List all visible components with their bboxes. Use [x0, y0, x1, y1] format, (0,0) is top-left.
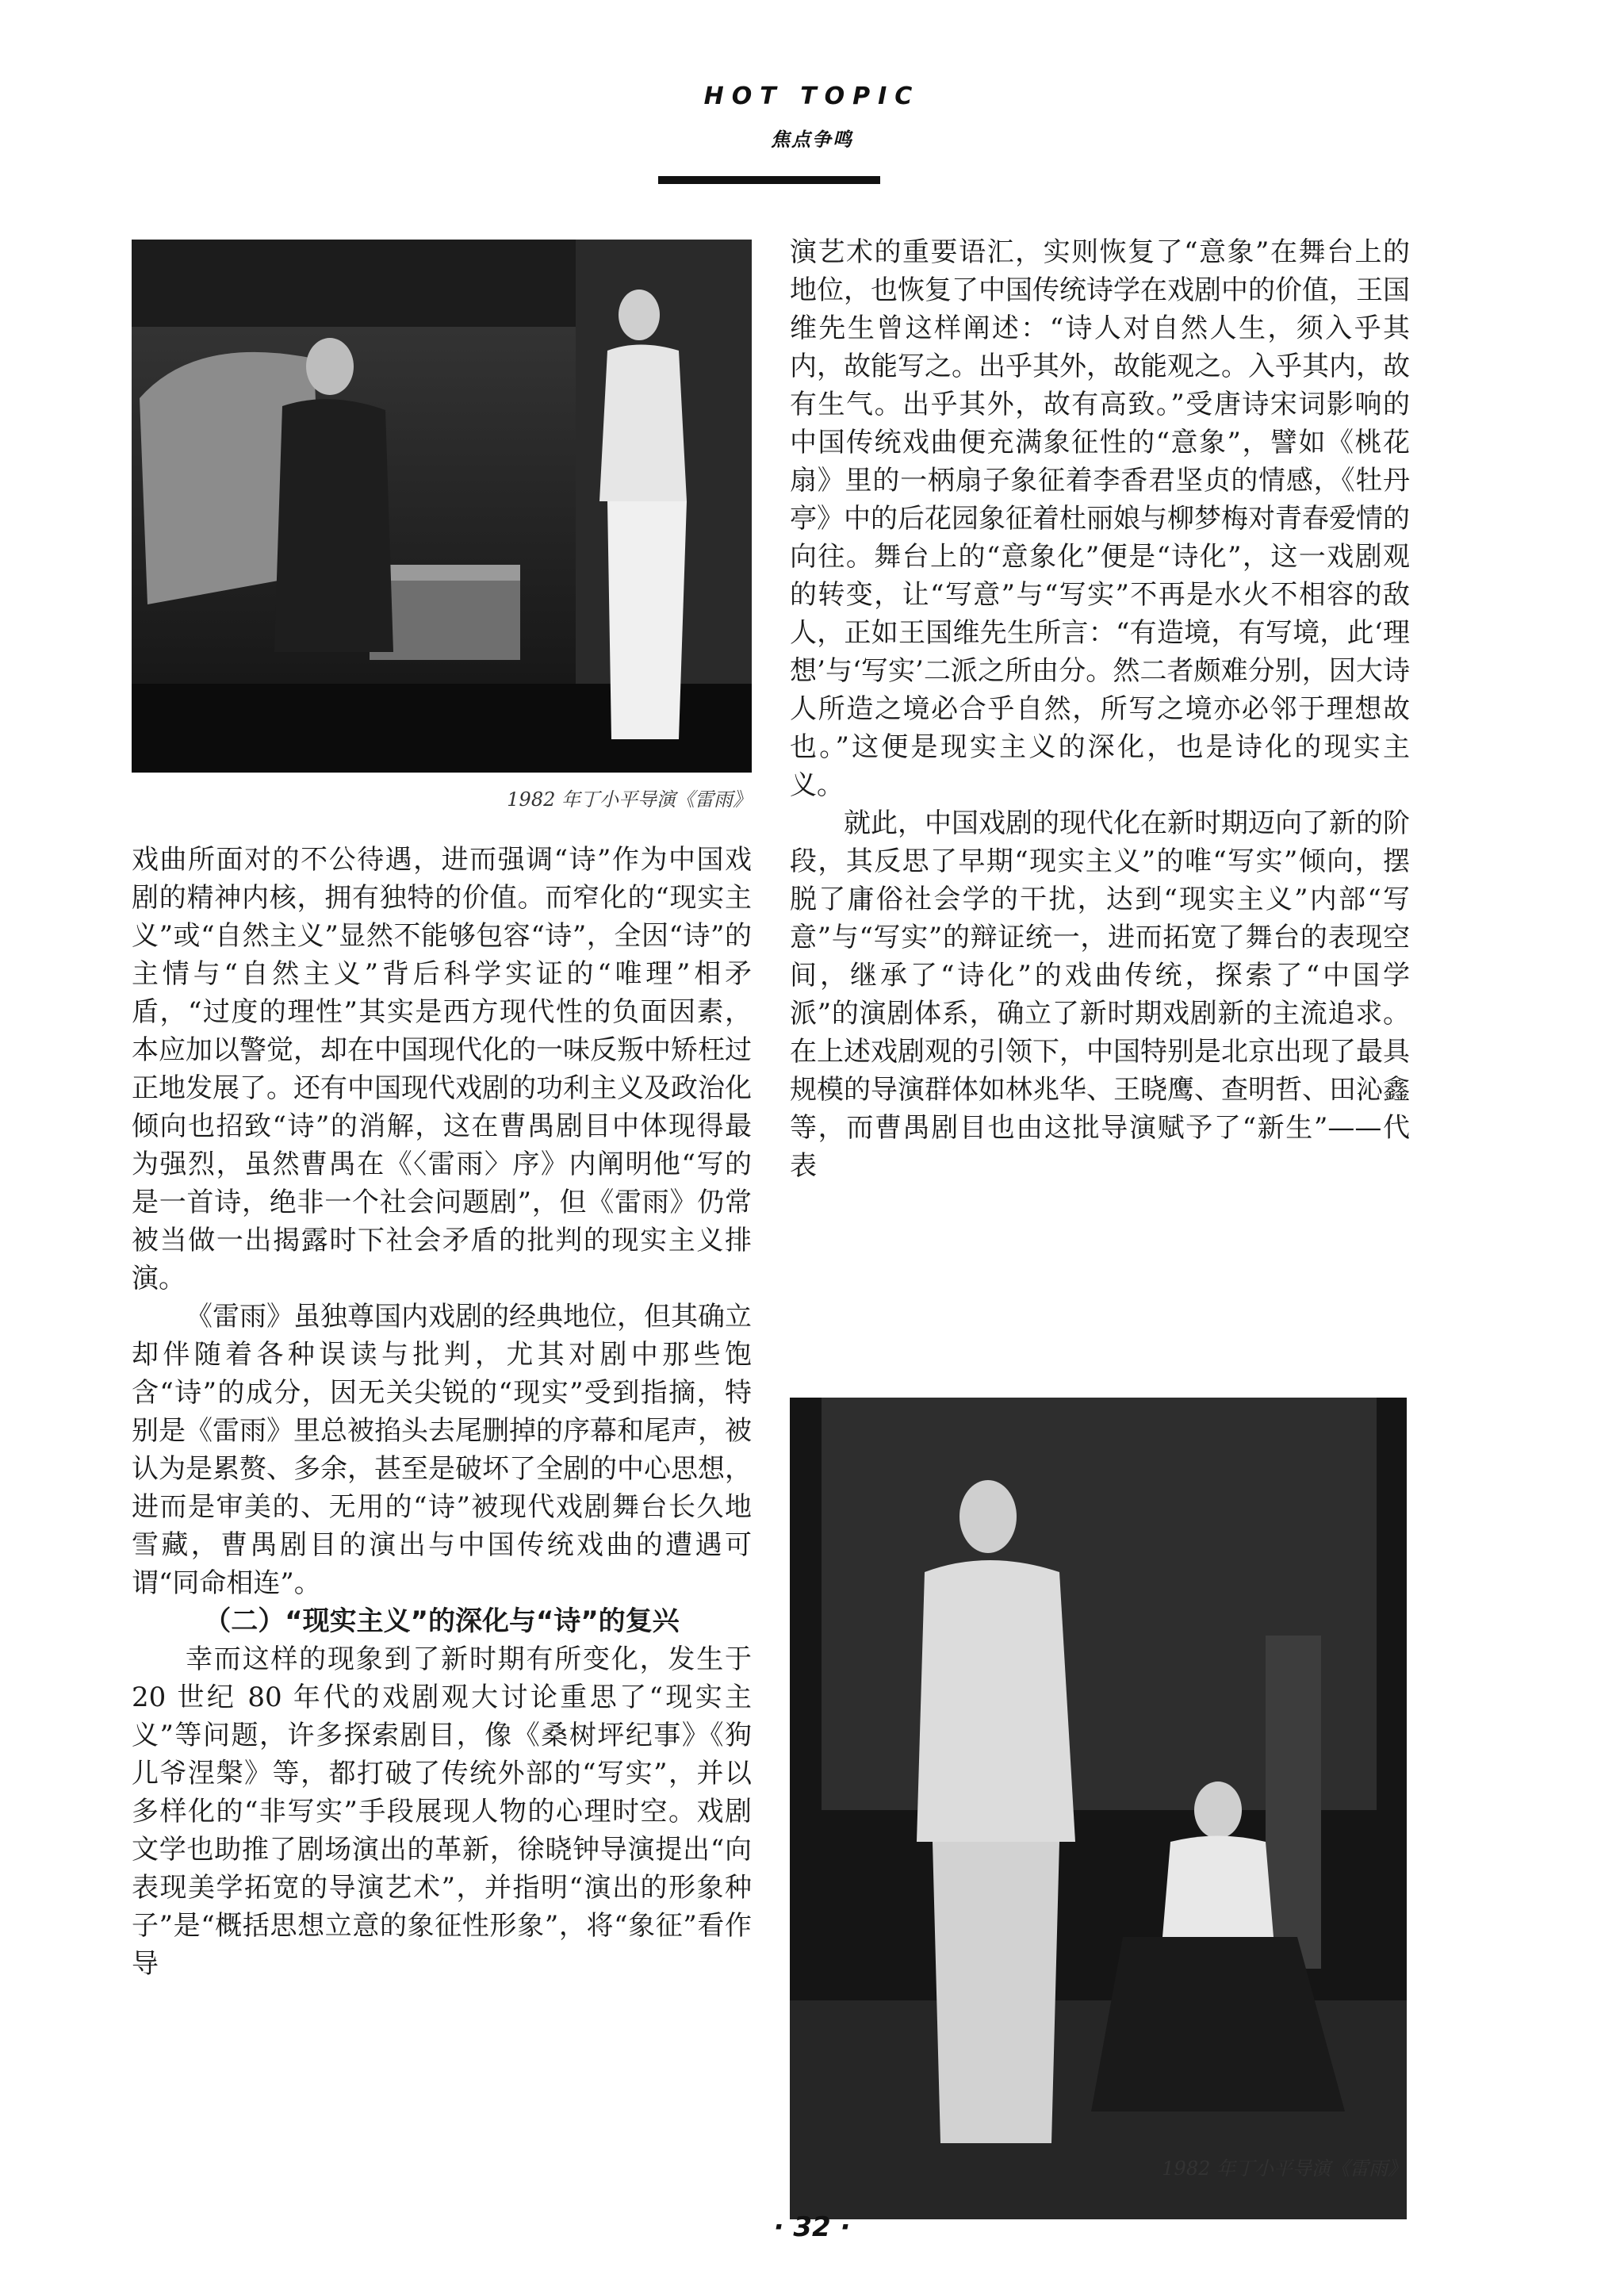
header-rule	[658, 176, 880, 184]
page-number: · 32 ·	[773, 2211, 851, 2243]
stage-photo-1	[132, 240, 752, 773]
left-paragraph-1: 戏曲所面对的不公待遇，进而强调“诗”作为中国戏剧的精神内核，拥有独特的价值。而窄化的“现实主义”或“自然主义”显然不能够包容“诗”，全因“诗”的主情与“自然主义”背后科学实证的“唯理”相矛盾，“过度的理性”其实是西方现代性的负面因素，本应加以警觉，却在中国现代化的一味反叛中矫枉过正地发展了。还有中国现代戏剧的功利主义及政治化倾向也招致“诗”的消解，这在曹禺剧目中体现得最为强烈，虽然曹禺在《〈雷雨〉序》内阐明他“写的是一首诗，绝非一个社会问题剧”，但《雷雨》仍常被当做一出揭露时下社会矛盾的批判的现实主义排演。	[132, 844, 752, 1294]
left-paragraph-2: 《雷雨》虽独尊国内戏剧的经典地位，但其确立却伴随着各种误读与批判，尤其对剧中那些饱含“诗”的成分，因无关尖锐的“现实”受到指摘，特别是《雷雨》里总被掐头去尾删掉的序幕和尾声，被认为是累赘、多余，甚至是破坏了全剧的中心思想，进而是审美的、无用的“诗”被现代戏剧舞台长久地雪藏，曹禺剧目的演出与中国传统戏曲的遭遇可谓“同命相连”。	[132, 1301, 752, 1599]
right-column	[790, 233, 1410, 1185]
header-title-cn: 焦点争鸣	[771, 128, 853, 151]
right-paragraph-1: 演艺术的重要语汇，实则恢复了“意象”在舞台上的地位，也恢复了中国传统诗学在戏剧中的价值，王国维先生曾这样阐述：“诗人对自然人生，须入乎其内，故能写之。出乎其外，故能观之。入乎其内，故有生气。出乎其外，故有高致。”受唐诗宋词影响的中国传统戏曲便充满象征性的“意象”，譬如《桃花扇》里的一柄扇子象征着李香君坚贞的情感，《牡丹亭》中的后花园象征着杜丽娘与柳梦梅对青春爱情的向往。舞台上的“意象化”便是“诗化”，这一戏剧观的转变，让“写意”与“写实”不再是水火不相容的敌人，正如王国维先生所言：“有造境，有写境，此‘理想’与‘写实’二派之所由分。然二者颇难分别，因大诗人所造之境必合乎自然，所写之境亦必邻于理想故也。”这便是现实主义的深化，也是诗化的现实主义。	[790, 236, 1410, 801]
figure-caption-1: 1982 年丁小平导演《雷雨》	[507, 788, 752, 811]
header-title-en: HOT TOPIC	[703, 82, 921, 110]
stage-photo-2	[790, 1398, 1407, 2219]
figure-caption-2: 1982 年丁小平导演《雷雨》	[1162, 2157, 1407, 2180]
section-heading: （二）“现实主义”的深化与“诗”的复兴	[204, 1605, 680, 1637]
left-paragraph-3: 幸而这样的现象到了新时期有所变化，发生于 20 世纪 80 年代的戏剧观大讨论重思了“现实主义”等问题，许多探索剧目，像《桑树坪纪事》《狗儿爷涅槃》等，都打破了传统外部的“写实”，并以多样化的“非写实”手段展现人物的心理时空。戏剧文学也助推了剧场演出的革新，徐晓钟导演提出“向表现美学拓宽的导演艺术”，并指明“演出的形象种子”是“概括思想立意的象征性形象”，将“象征”看作导	[132, 1643, 752, 1980]
right-paragraph-2: 就此，中国戏剧的现代化在新时期迈向了新的阶段，其反思了早期“现实主义”的唯“写实”倾向，摆脱了庸俗社会学的干扰，达到“现实主义”内部“写意”与“写实”的辩证统一，进而拓宽了舞台的表现空间，继承了“诗化”的戏曲传统，探索了“中国学派”的演剧体系，确立了新时期戏剧新的主流追求。在上述戏剧观的引领下，中国特别是北京出现了最具规模的导演群体如林兆华、王晓鹰、查明哲、田沁鑫等，而曹禺剧目也由这批导演赋予了“新生”——代表	[790, 807, 1410, 1182]
left-column	[132, 841, 752, 1983]
